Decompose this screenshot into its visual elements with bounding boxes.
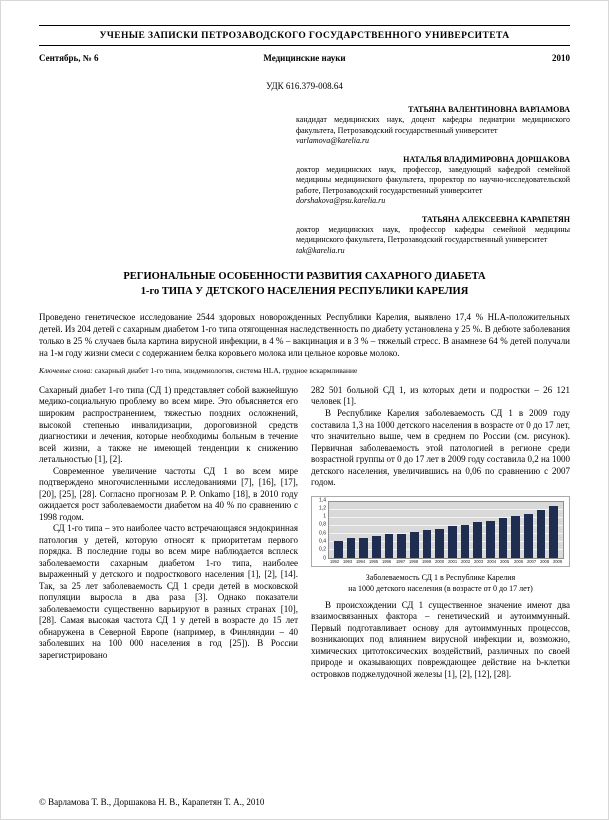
paper-title	[39, 270, 570, 299]
section-label: Медицинские науки	[263, 53, 346, 63]
authors-block	[296, 105, 570, 256]
author-email: dorshakova@psu.karelia.ru	[296, 196, 386, 206]
figure-caption-line2: на 1000 детского населения (в возрасте от 0 до 17 лет)	[348, 583, 533, 593]
abstract: Проведено генетическое исследование 2544 здоровых новорожденных Республики Карелия, выявлено 17,4 % HLA-положительных детей. Из 204 детей с сахарным диабетом 1-го типа отягощенная наследственность по диабету установлена у 25 %. В дебюте заболевания только в 25 % случаев была картина вирусной инфекции, в 4 % – вакцинация и в 3 % – тяжелый стресс. В анамнезе 64 % детей получали на 1-м году жизни смеси с содержанием белка коровьего молока или цельное коровье молоко.	[39, 312, 570, 359]
bar-chart	[311, 496, 570, 568]
author-email: varlamova@karelia.ru	[296, 136, 370, 146]
udk-code: УДК 616.379-008.64	[266, 81, 343, 91]
figure-incidence-chart	[311, 496, 570, 595]
author-block	[296, 155, 570, 207]
author-affiliation: доктор медицинских наук, профессор, заведующий кафедрой семейной медицины медицинского факультета, проректор по научно-исследовательской работе, Петрозаводский государственный университет	[296, 164, 570, 195]
paper-title-line1: РЕГИОНАЛЬНЫЕ ОСОБЕННОСТИ РАЗВИТИЯ САХАРНОГО ДИАБЕТА	[123, 271, 486, 283]
author-name: ТАТЬЯНА ВАЛЕНТИНОВНА ВАРЛАМОВА	[408, 105, 570, 114]
author-block	[296, 215, 570, 257]
left-column	[39, 385, 298, 680]
chart-x-axis: 1992 1993 1994 1995 1996 1997 1998 1999 2000 2001 2002 2003 2004 2005 2006 2007 2008 2009	[329, 558, 563, 564]
body-columns	[39, 385, 570, 680]
figure-caption	[311, 573, 570, 595]
paragraph: 282 501 больной СД 1, из которых дети и подростки – 26 121 человек [1].	[311, 384, 570, 407]
paragraph: В происхождении СД 1 существенное значение имеют два взаимосвязанных фактора – генетический и аутоиммунный. Первый подготавливает основу для аутоиммунных процессов, возникающих под влиянием вирусной инфекции и, возможно, химических цитотоксических воздействий, различных по своей природе и оказывающих повреждающее действие на b-клетки островков поджелудочной железы [1], [2], [12], [28].	[311, 599, 570, 679]
copyright-line: © Варламова Т. В., Доршакова Н. В., Карапетян Т. А., 2010	[39, 797, 265, 807]
author-name: НАТАЛЬЯ ВЛАДИМИРОВНА ДОРШАКОВА	[403, 154, 570, 164]
issue-label: Сентябрь, № 6	[39, 53, 99, 63]
chart-plot-area	[328, 501, 564, 559]
keywords-text: сахарный диабет 1-го типа, эпидемиология, система HLA, грудное вскармливание	[94, 365, 358, 375]
year-label: 2010	[552, 53, 570, 63]
keywords-label: Ключевые слова:	[39, 365, 93, 375]
chart-y-axis: 0 0,2 0,4 0,6 0,8 1 1,2 1,4	[319, 497, 326, 562]
figure-caption-line1: Заболеваемость СД 1 в Республике Карелия	[365, 573, 516, 583]
right-column	[311, 385, 570, 680]
author-name: ТАТЬЯНА АЛЕКСЕЕВНА КАРАПЕТЯН	[421, 214, 570, 224]
author-block	[296, 105, 570, 147]
author-affiliation: кандидат медицинских наук, доцент кафедры педиатрии медицинского факультета, Петрозаводский государственный университет	[296, 115, 570, 135]
keywords-line	[39, 366, 570, 375]
paragraph: СД 1-го типа – это наиболее часто встречающаяся эндокринная патология у детей, которую относят к приоритетам первого порядка. В последние годы во всем мире наблюдается всплеск заболеваемости сахарным диабетом 1-го типа, наиболее выраженный у детского и подросткового населения [1], [2], [14]. Так, за 25 лет заболеваемость СД 1 среди детей в московской популяции выросла в два раза [3]. Однако показатели заболеваемости существенно варьируют в разных странах [10], [28]. Самая высокая частота СД 1 у детей в возрасте до 15 лет обнаружена в Северной Европе (например, в Финляндии – 40 заболевших на 100 000 населения в год [25]). В России зарегистрировано	[39, 523, 298, 660]
author-email: tak@karelia.ru	[296, 245, 345, 255]
journal-header: УЧЕНЫЕ ЗАПИСКИ ПЕТРОЗАВОДСКОГО ГОСУДАРСТВЕННОГО УНИВЕРСИТЕТА	[39, 25, 570, 46]
author-affiliation: доктор медицинских наук, профессор кафедры семейной медицины медицинского факультета, Петрозаводский государственный университет	[296, 224, 570, 245]
paragraph: В Республике Карелия заболеваемость СД 1 в 2009 году составила 1,3 на 1000 детского населения в возрасте от 0 до 17 лет, что значительно выше, чем в среднем по России (см. рисунок). Первичная заболеваемость этой патологией в регионе среди возрастной группы от 0 до 17 лет в 2009 году составила 0,2 на 1000 детского населения, увеличившись на 0,06 по сравнению с 2007 годом.	[311, 407, 571, 488]
paper-title-line2: 1-го ТИПА У ДЕТСКОГО НАСЕЛЕНИЯ РЕСПУБЛИКИ КАРЕЛИЯ	[140, 285, 469, 297]
paragraph: Современное увеличение частоты СД 1 во всем мире подтверждено многочисленными исследованиями [7], [16], [17], [20], [25], [28]. Согласно прогнозам Р. Р. Onkamo [18], в 2010 году ожидается рост заболеваемости диабетом на 40 % по сравнению с 1998 годом.	[39, 465, 298, 522]
issue-row	[39, 53, 570, 63]
paragraph: Сахарный диабет 1-го типа (СД 1) представляет собой важнейшую медико-социальную проблему во всем мире. Это объясняется его широким распространением, тяжестью поздних осложнений, высокой степенью инвалидизации, дороговизной средств диагностики и лечения, которые необходимы больным в течение всей жизни, а также не имеющей тенденции к снижению летальностью [1], [2].	[39, 384, 298, 465]
